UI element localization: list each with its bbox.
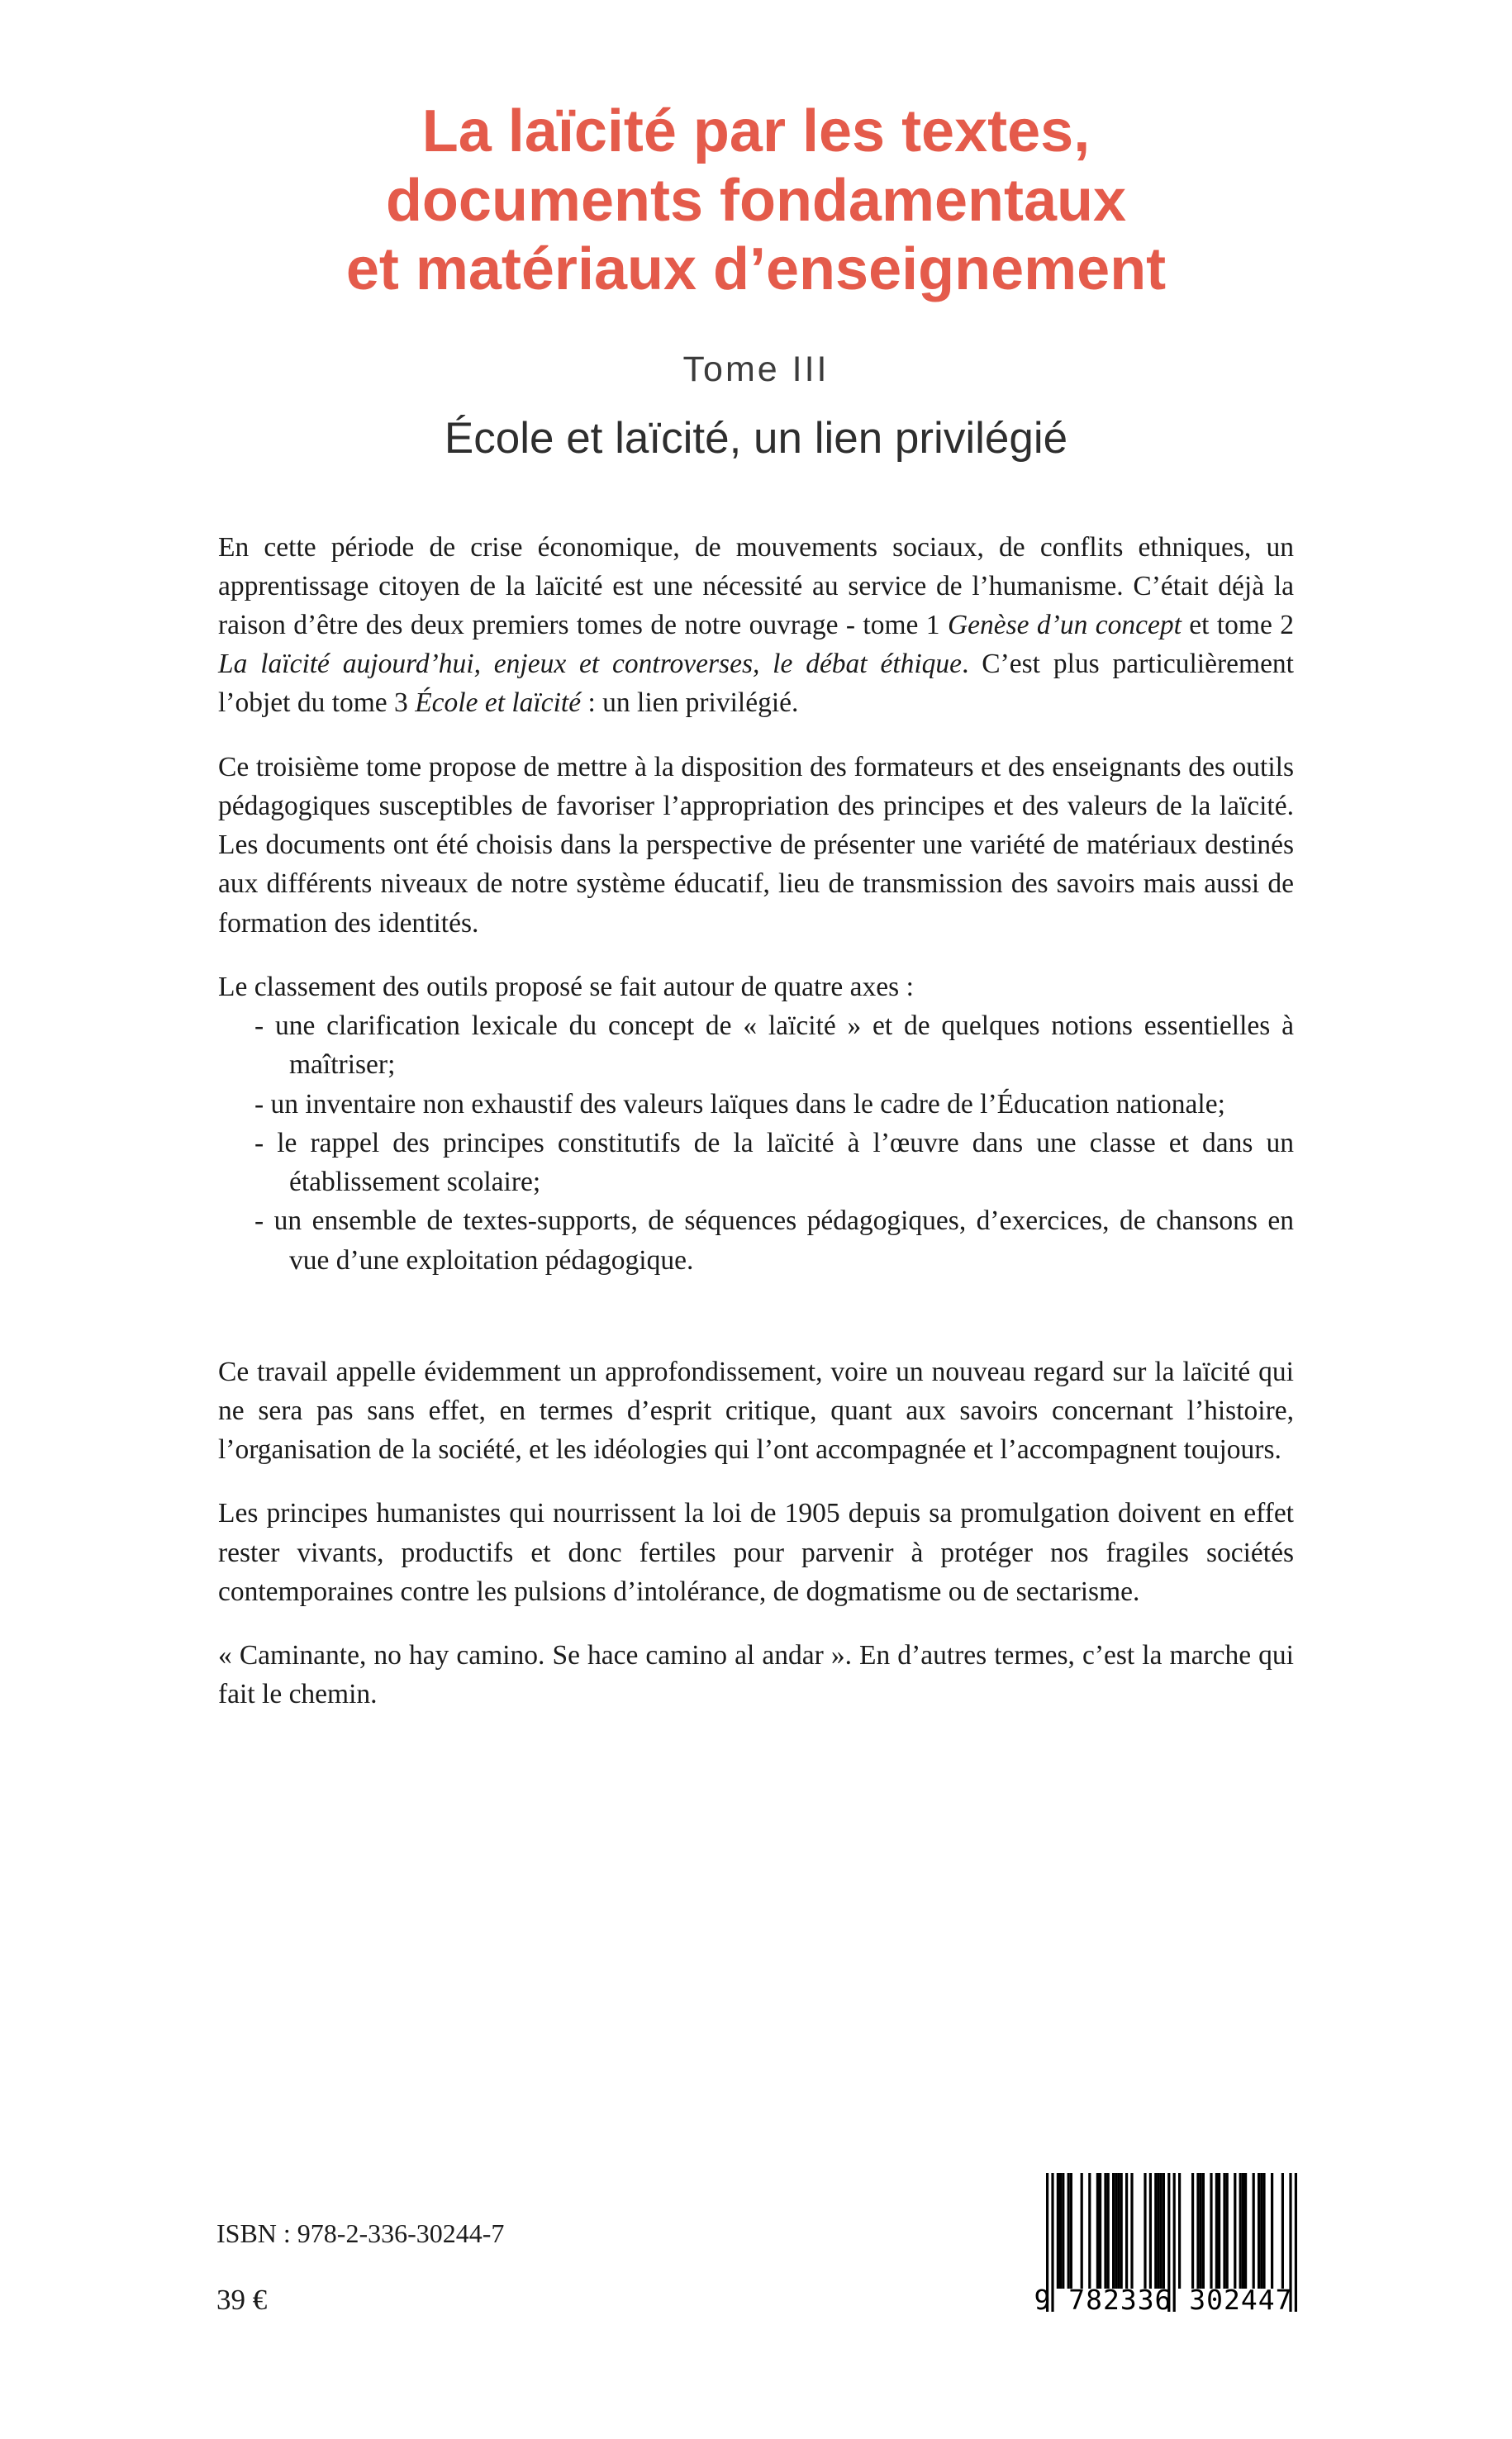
tome2-title: La laïcité aujourd’hui, enjeux et controverses, le débat éthique	[218, 649, 963, 680]
axes-list	[218, 1006, 1294, 1280]
paragraph-approfondissement: Ce travail appelle évidemment un approfondissement, voire un nouveau regard sur la laïcité qui ne sera pas sans effet, en termes d’esprit critique, quant aux savoirs concernant l’histoire, l’organisation de la société, et les idéologies qui l’ont accompagnée et l’accompagnent toujours.	[218, 1356, 1294, 1466]
isbn-number: ISBN : 978-2-336-30244-7	[216, 2218, 505, 2248]
price: 39 €	[216, 2284, 268, 2316]
tome3-title: École et laïcité	[415, 687, 582, 719]
paragraph-citation: « Caminante, no hay camino. Se hace camino al andar ». En d’autres termes, c’est la marche qui fait le chemin.	[218, 1640, 1294, 1710]
book-subtitle: École et laïcité, un lien privilégié	[444, 413, 1068, 463]
paragraph-principes: Les principes humanistes qui nourrissent la loi de 1905 depuis sa promulgation doivent en effet rester vivants, productifs et donc fertiles pour parvenir à protéger nos fragiles sociétés contemporaines contre les pulsions d’intolérance, de dogmatisme ou de sectarisme.	[218, 1498, 1294, 1607]
back-cover-text	[218, 528, 1294, 1714]
paragraph-intro	[218, 528, 1294, 723]
paragraph-tome3-description: Ce troisième tome propose de mettre à la disposition des formateurs et des enseignants des outils pédagogiques susceptibles de favoriser l’appropriation des principes et des valeurs de la laïcité. Les documents ont été choisis dans la perspective de présenter une variété de matériaux destinés aux différents niveaux de notre système éducatif, lieu de transmission des savoirs mais aussi de formation des identités.	[218, 751, 1294, 939]
tome-label: Tome III	[682, 349, 830, 389]
barcode-number: 9 782336 302447	[1034, 2284, 1293, 2316]
list-item: - une clarification lexicale du concept de « laïcité » et de quelques notions essentielles à maîtriser;	[254, 1010, 1294, 1081]
list-item: - un ensemble de textes-supports, de séquences pédagogiques, d’exercices, de chansons en vue d’une exploitation pédagogique.	[254, 1205, 1294, 1276]
barcode	[1023, 2173, 1304, 2316]
tome1-title: Genèse d’un concept	[947, 610, 1182, 641]
list-item: - un inventaire non exhaustif des valeurs laïques dans le cadre de l’Éducation nationale;	[254, 1088, 1225, 1120]
isbn-block	[216, 2218, 504, 2317]
book-title-line: La laïcité par les textes,	[421, 98, 1091, 164]
book-title-line: et matériaux d’enseignement	[345, 236, 1167, 303]
book-title	[0, 97, 1512, 305]
paragraph-intro-text: En cette période de crise économique, de mouvements sociaux, de conflits ethniques, un apprentissage citoyen de la laïcité est une nécessité au service de l’humanisme. C’était déjà la raison d’être des deux premiers tomes de notre ouvrage - tome 1	[218, 531, 1294, 641]
book-back-cover	[0, 97, 1512, 2439]
paragraph-intro-text: et tome 2	[1181, 610, 1294, 641]
paragraph-intro-text: : un lien privilégié.	[581, 687, 799, 719]
axes-list-intro: Le classement des outils proposé se fait autour de quatre axes :	[218, 971, 914, 1002]
list-item: - le rappel des principes constitutifs de la laïcité à l’œuvre dans une classe et dans un établissement scolaire;	[254, 1127, 1294, 1198]
paragraph-intro-text: . C’est plus particulièrement l’objet du tome 3	[218, 649, 1294, 719]
book-title-line: documents fondamentaux	[385, 167, 1127, 234]
